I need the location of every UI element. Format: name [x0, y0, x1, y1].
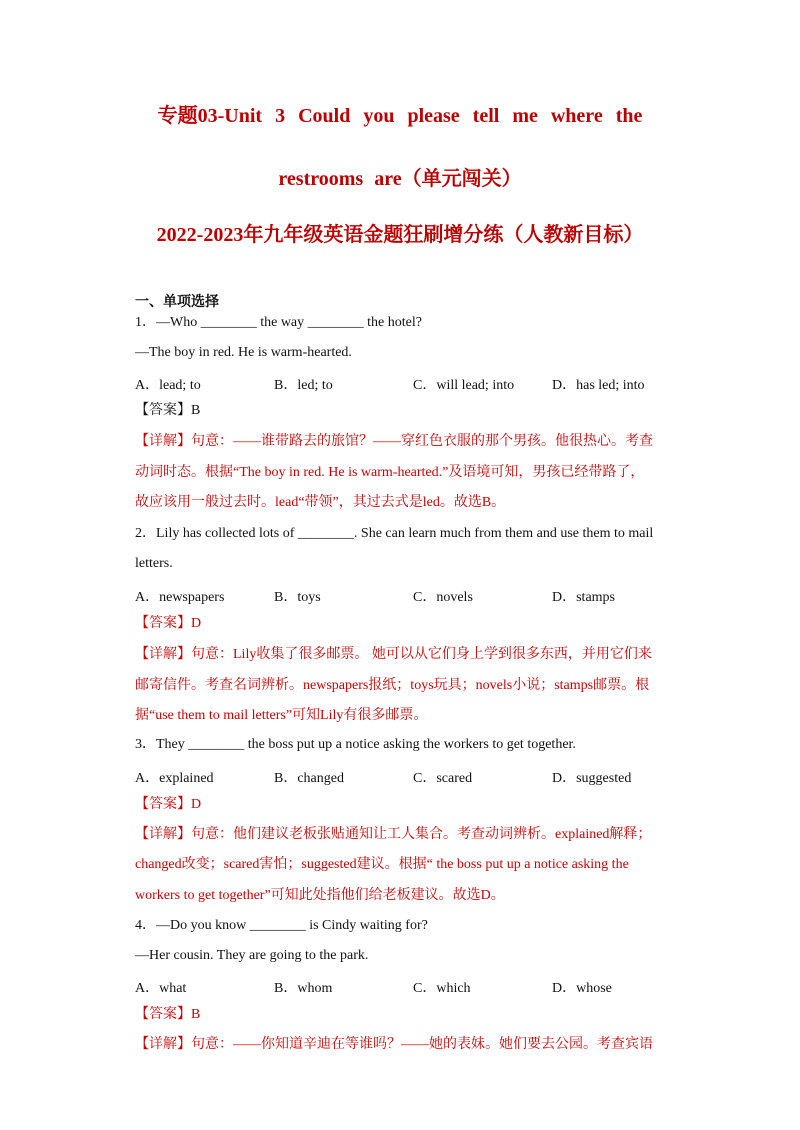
document-title-line-1: 专题03-Unit 3 Could you please tell me where the — [157, 105, 643, 127]
question-3-option-c: C．scared — [413, 771, 473, 786]
question-1-option-d: D．has led; into — [552, 378, 645, 393]
question-2-explanation-line-1: 【详解】句意：Lily收集了很多邮票。 她可以从它们身上学到很多东西，并用它们来 — [135, 647, 652, 662]
question-2-explanation-line-3: 据“use them to mail letters”可知Lily有很多邮票。 — [135, 708, 428, 723]
question-2-stem: 2．Lily has collected lots of ________. She can learn much from them and use them to mail — [135, 526, 654, 541]
question-3-explanation-line-2: changed改变；scared害怕；suggested建议。根据“ the boss put up a notice asking the — [135, 857, 629, 872]
document-title-line-2: restrooms are（单元闯关） — [278, 168, 522, 190]
question-1-stem-line-2: —The boy in red. He is warm-hearted. — [135, 345, 352, 360]
question-4-stem: 4．—Do you know ________ is Cindy waiting for? — [135, 918, 428, 933]
question-1-option-b: B．led; to — [274, 378, 333, 393]
question-1-explanation-line-3: 故应该用一般过去时。lead“带领”，其过去式是led。故选B。 — [135, 495, 506, 510]
question-2-option-c: C．novels — [413, 590, 473, 605]
question-4-option-d: D．whose — [552, 981, 612, 996]
question-1-explanation-line-2: 动词时态。根据“The boy in red. He is warm-hearted.”及语境可知，男孩已经带路了， — [135, 465, 645, 480]
question-4-option-c: C．which — [413, 981, 471, 996]
question-1-answer: 【答案】B — [135, 403, 201, 418]
question-1-stem: 1．—Who ________ the way ________ the hotel? — [135, 315, 422, 330]
question-1-option-a: A．lead; to — [135, 378, 201, 393]
question-3-option-a: A．explained — [135, 771, 214, 786]
question-3-explanation-line-3: workers to get together”可知此处指他们给老板建议。故选D。 — [135, 888, 505, 903]
document-subtitle: 2022-2023年九年级英语金题狂刷增分练（人教新目标） — [156, 224, 644, 246]
question-2-option-b: B．toys — [274, 590, 321, 605]
question-3-option-d: D．suggested — [552, 771, 632, 786]
question-4-stem-line-2: —Her cousin. They are going to the park. — [135, 948, 369, 963]
question-4-option-a: A．what — [135, 981, 187, 996]
question-2-answer: 【答案】D — [135, 616, 202, 631]
question-2-option-a: A．newspapers — [135, 590, 225, 605]
question-1-explanation-line-1: 【详解】句意：——谁带路去的旅馆？——穿红色衣服的那个男孩。他很热心。考查 — [135, 434, 653, 449]
question-4-explanation-line-1: 【详解】句意：——你知道辛迪在等谁吗？——她的表妹。她们要去公园。考查宾语 — [135, 1037, 653, 1052]
question-3-option-b: B．changed — [274, 771, 344, 786]
question-1-option-c: C．will lead; into — [413, 378, 515, 393]
question-2-explanation-line-2: 邮寄信件。考查名词辨析。newspapers报纸；toys玩具；novels小说；stamps邮票。根 — [135, 678, 650, 693]
question-4-answer: 【答案】B — [135, 1007, 201, 1022]
question-3-answer: 【答案】D — [135, 797, 202, 812]
section-heading: 一、单项选择 — [135, 295, 219, 310]
question-3-stem: 3．They ________ the boss put up a notice asking the workers to get together. — [135, 737, 576, 752]
question-2-stem-line-2: letters. — [135, 556, 173, 571]
question-4-option-b: B．whom — [274, 981, 333, 996]
question-3-explanation-line-1: 【详解】句意：他们建议老板张贴通知让工人集合。考查动词辨析。explained解释； — [135, 827, 652, 842]
question-2-option-d: D．stamps — [552, 590, 615, 605]
